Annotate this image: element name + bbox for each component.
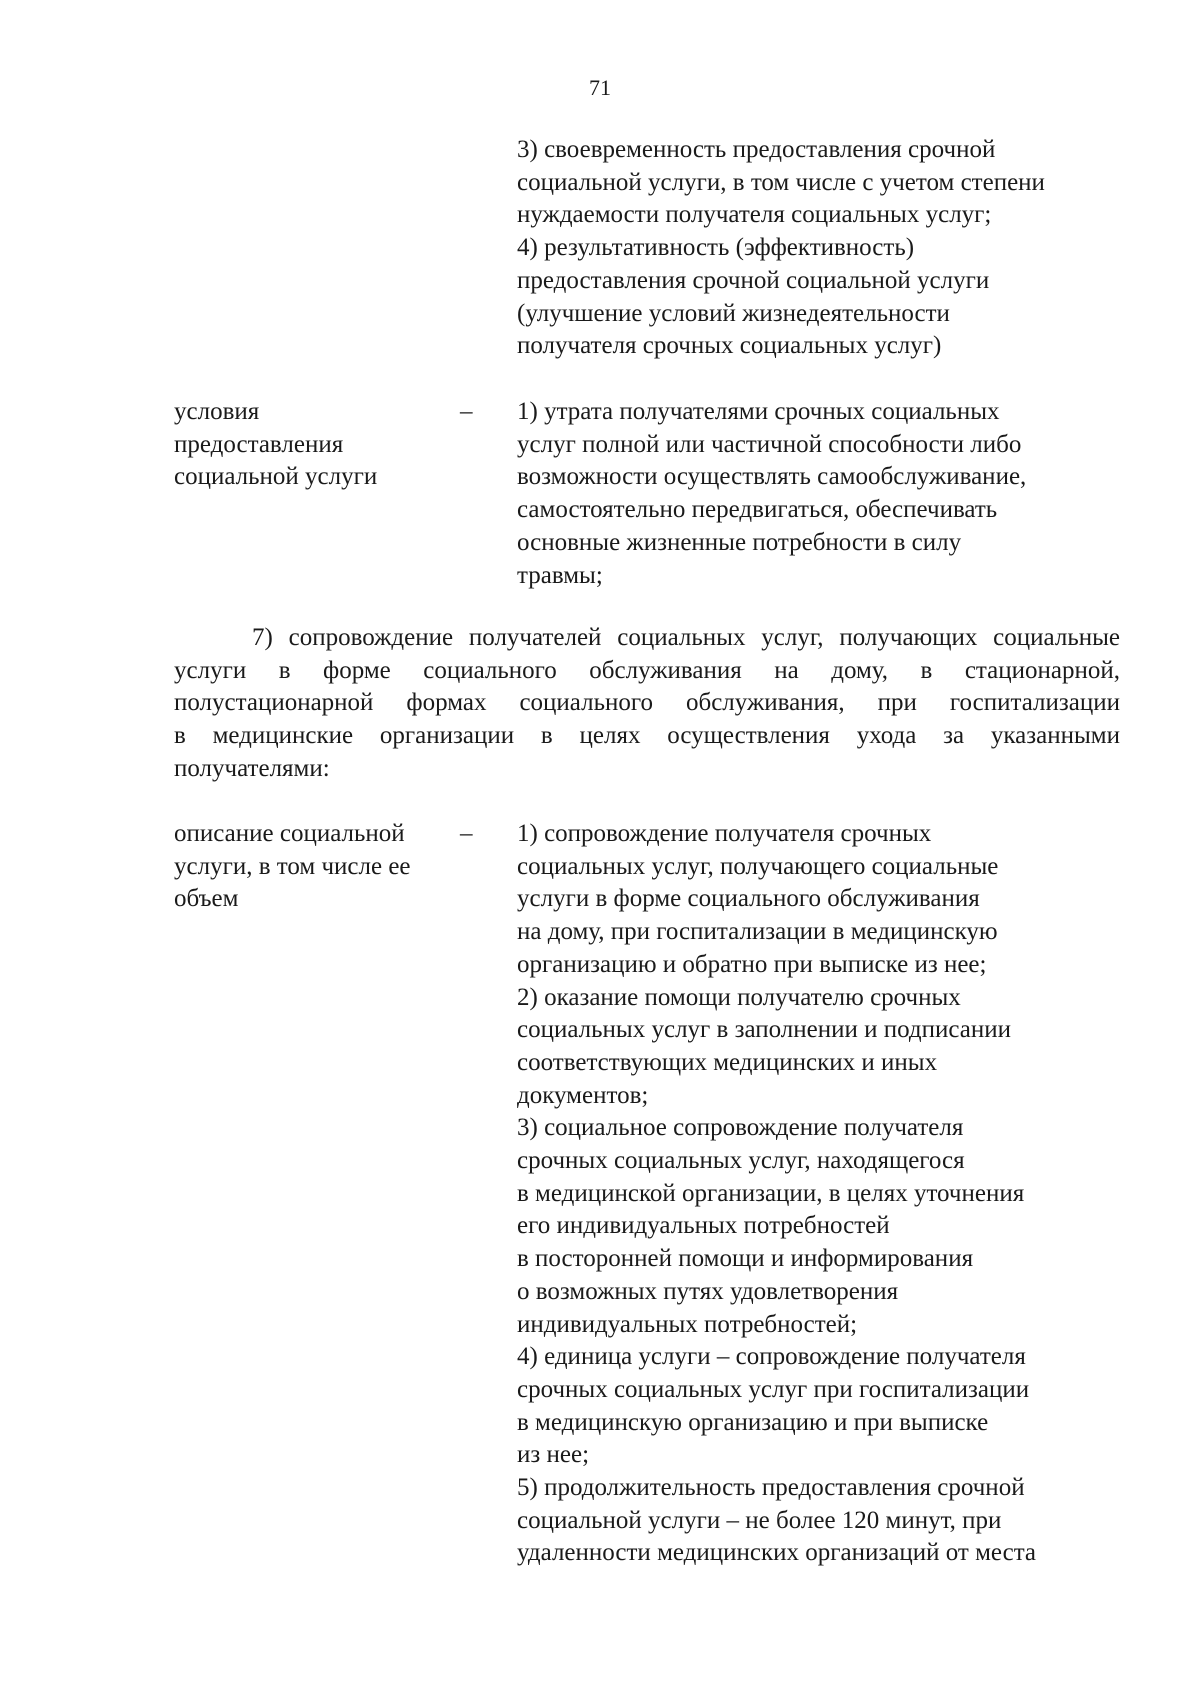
text-line: 4) единица услуги – сопровождение получателя [517, 1343, 1026, 1371]
text-line: (улучшение условий жизнедеятельности [517, 299, 950, 327]
description-dash: – [460, 820, 473, 847]
text-line: индивидуальных потребностей; [517, 1310, 858, 1338]
description-label [174, 818, 454, 916]
top-continuation-text [517, 134, 1137, 363]
text-line: самостоятельно передвигаться, обеспечивать [517, 496, 998, 524]
text-line: срочных социальных услуг, находящегося [517, 1147, 965, 1175]
description-value [517, 818, 1137, 1570]
text-line: социальных услуг, получающего социальные [517, 852, 999, 880]
label-line: социальной услуги [174, 463, 378, 491]
text-line: соответствующих медицинских и иных [517, 1048, 938, 1076]
text-line: 2) оказание помощи получателю срочных [517, 983, 961, 1011]
text-line: социальной услуги – не более 120 минут, при [517, 1506, 1002, 1534]
text-line: предоставления срочной социальной услуги [517, 266, 990, 294]
text-line: его индивидуальных потребностей [517, 1212, 890, 1240]
paragraph-line: в медицинские организации в целях осуществления ухода за указанными [174, 722, 1120, 750]
text-line: 1) утрата получателями срочных социальных [517, 398, 1000, 425]
text-line: услуги в форме социального обслуживания [517, 885, 980, 913]
text-line: на дому, при госпитализации в медицинскую [517, 918, 998, 946]
text-line: в медицинскую организацию и при выписке [517, 1408, 989, 1436]
text-line: возможности осуществлять самообслуживание, [517, 463, 1027, 491]
text-line: 1) сопровождение получателя срочных [517, 820, 932, 847]
item7-paragraph [174, 622, 1120, 786]
text-line: услуг полной или частичной способности либо [517, 430, 1022, 458]
text-line: в медицинской организации, в целях уточнения [517, 1179, 1025, 1207]
text-line: в посторонней помощи и информирования [517, 1245, 974, 1273]
text-line: травмы; [517, 561, 603, 589]
paragraph-line: получателями: [174, 754, 330, 782]
text-line: 4) результативность (эффективность) [517, 234, 915, 262]
label-line: объем [174, 885, 239, 913]
page-number: 71 [589, 75, 611, 100]
text-line: 5) продолжительность предоставления срочной [517, 1474, 1025, 1502]
label-line: услуги, в том числе ее [174, 852, 411, 880]
paragraph-line: 7) сопровождение получателей социальных услуг, получающих социальные [252, 624, 1120, 651]
label-line: предоставления [174, 430, 344, 458]
text-line: 3) своевременность предоставления срочной [517, 136, 996, 163]
text-line: основные жизненные потребности в силу [517, 528, 962, 556]
text-line: получателя срочных социальных услуг) [517, 332, 942, 360]
text-line: удаленности медицинских организаций от места [517, 1539, 1037, 1567]
text-line: документов; [517, 1081, 649, 1109]
conditions-dash: – [460, 398, 473, 425]
conditions-label [174, 396, 454, 494]
paragraph-line: услуги в форме социального обслуживания на дому, в стационарной, [174, 656, 1120, 684]
text-line: нуждаемости получателя социальных услуг; [517, 201, 992, 229]
text-line: организацию и обратно при выписке из нее; [517, 950, 987, 978]
paragraph-line: полустационарной формах социального обслуживания, при госпитализации [174, 689, 1120, 717]
text-line: из нее; [517, 1441, 590, 1469]
text-line: о возможных путях удовлетворения [517, 1277, 899, 1305]
text-line: социальной услуги, в том числе с учетом степени [517, 168, 1045, 196]
label-line: описание социальной [174, 820, 405, 847]
text-line: 3) социальное сопровождение получателя [517, 1114, 964, 1142]
text-line: социальных услуг в заполнении и подписании [517, 1016, 1012, 1044]
label-line: условия [174, 398, 260, 425]
text-line: срочных социальных услуг при госпитализации [517, 1375, 1030, 1403]
conditions-value [517, 396, 1137, 592]
